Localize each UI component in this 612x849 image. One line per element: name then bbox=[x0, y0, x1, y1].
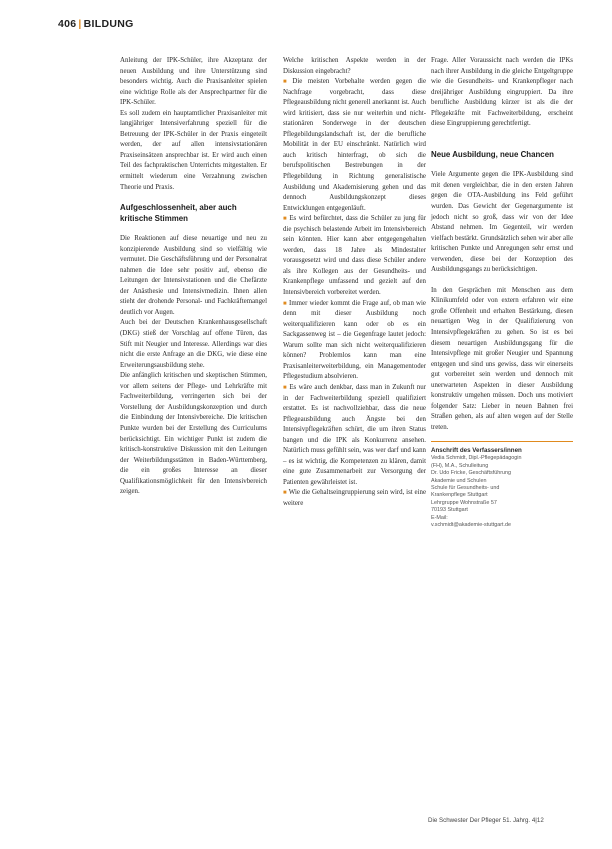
paragraph: Welche kritischen Aspekte werden in der Diskussion eingebracht? bbox=[283, 57, 426, 75]
section-heading: Neue Ausbildung, neue Chancen bbox=[431, 149, 554, 159]
bullet-paragraph: ■ Es wäre auch denkbar, dass man in Zukunft nur in der Fachweiterbildung speziell qualifiziert erstattet. Es ist nachvollziehbar, dass die neue Pflegeausbildung auch Ängste bei den Intensivpflegekräften schürt, die um ihren Status bangen und die IPK als Konkurrenz ansehen. Natürlich muss gefühlt sein, was wer darf und kann – es ist wichtig, die Kompetenzen zu klären, damit eine gute Zusammenarbeit zur Versorgung der Patienten gewährleistet ist. bbox=[283, 383, 426, 486]
bullet-icon: ■ bbox=[283, 300, 288, 307]
column-2 bbox=[283, 56, 426, 510]
paragraph: Anleitung der IPK-Schüler, ihre Akzeptanz der neuen Ausbildung und ihre Unterstützung sind besonders wichtig. Auch die Praxisanleiter spielen eine wichtige Rolle als der Ansprechpartner für die IPK-Schüler. bbox=[120, 57, 267, 107]
bullet-paragraph: ■ Immer wieder kommt die Frage auf, ob man wie denn mit dieser Ausbildung noch weiterqualifizieren kann oder ob es ein Sackgassenweg ist – die Gegenfrage lautet jedoch: Warum sollte man sich nicht weiterqualifizieren können? Problemlos kann man eine Praxisanleiterweiterbildung, ein Managementoder Pflegestudium absolvieren. bbox=[283, 299, 426, 381]
paragraph: Frage. Aller Voraussicht nach werden die IPKs nach ihrer Ausbildung in die gleiche Entgeltgruppe wie die Gesundheits- und Krankenpfleger nach dreijähriger Ausbildung eingruppiert. Da ihre berufliche Ausbildung kürzer ist als die der Pflegekräfte mit Fachweiterbildung, erscheint diese Eingruppierung gerechtfertigt. bbox=[431, 57, 573, 128]
page-header bbox=[58, 18, 134, 30]
bullet-paragraph: ■ Es wird befürchtet, dass die Schüler zu jung für die psychisch belastende Arbeit im Intensivbereich sein könnten. Hier kann aber entgegengehalten werden, dass 18 Jahre als Mindestalter vorausgesetzt wird und dass diese Schüler andere als ihre Kollegen aus der Gesundheits- und Krankenpflege umfassend und gezielt auf den Intensivbereich vorbereitet werden. bbox=[283, 215, 427, 297]
paragraph: In den Gesprächen mit Menschen aus dem Klinikumfeld oder von extern erfahren wir eine große Offenheit und erhalten Bestärkung, diesen neuartigen Weg in der Qualifizierung von Intensivpflegekräften zu gehen. So ist es bei diesem neuartigen Ausbildungsgang für die Intensivpflege mit großer Neugier und Spannung entgegen und sind uns gewiss, dass wir einerseits gut vorbereitet sein werden und dennoch mit unerwarteten Aspekten in dieser Ausbildung konstruktiv umgehen müssen. Doch uns motiviert folgender Satz: Lieber in neuen Bahnen frei Straßen gehen, als auf alten wegen auf der Stelle treten. bbox=[431, 286, 573, 431]
header-separator: | bbox=[78, 18, 82, 30]
bullet-paragraph: ■ Die meisten Vorbehalte werden gegen die Nachfrage vorgebracht, dass diese Pflegeausbildung nicht generell anerkannt ist. Auch wird kritisiert, dass sie nur weiterhin und nicht-stationären Sonderwege in der deutschen Pflegebildungslandschaft ist, der die berufliche Mobilität in der EU einschränkt. Natürlich wird auch kritisch hinterfragt, ob sich die berufspolitischen Bestrebungen in der Pflegebildung in Richtung generalistische Ausbildung und Akademisierung gehen und das dennoch Ausbildungskonzept dieses Entwicklungen entgegenläuft. bbox=[283, 78, 427, 212]
bullet-icon: ■ bbox=[283, 79, 291, 86]
author-address-box bbox=[431, 441, 573, 529]
email-link[interactable]: v.schmidt@akademie-stuttgart.de bbox=[431, 522, 511, 529]
paragraph: Die Reaktionen auf diese neuartige und neu zu konzipierende Ausbildung sind so vielfältig wie vermutet. Die Geschäftsführung und der Personalrat nahmen die Idee sehr positiv auf, ebenso die Leitungen der Intensivstationen und die Chefärzte der Anästhesie und Intensivmedizin. Ihnen allen stieht der drohende Personal- und Fachkräftemangel deutlich vor Augen. bbox=[120, 235, 267, 316]
address-line: Lehrgruppe Wohnstraße 57 bbox=[431, 499, 497, 506]
paragraph: Auch bei der Deutschen Krankenhausgesellschaft (DKG) stieß der Vorschlag auf offene Türen, das Stift mit Neugier und Interesse. Allerdings war dies nicht die erste Anfrage an die DKG, wie diese eine Erweiterungsausbildung stehe. bbox=[120, 319, 267, 369]
paragraph: Es soll zudem ein hauptamtlicher Praxisanleiter mit langjähriger Intensiverfahrung speziell für die Betreuung der IPK-Schüler in der Praxis eingeteilt werden, der auf allen intensivstationären Praxiseinsätzen ansprechbar ist. Er wird auch einen Teil des fachpraktischen Unterrichts mitgestalten. Er ermittelt wiederum eine Verzahnung zwischen Theorie und Praxis. bbox=[120, 109, 267, 191]
address-line: Vedia Schmidt, Dipl.-Pflegepädagogin bbox=[431, 455, 522, 462]
address-line: Dr. Udo Fricke, Geschäftsführung bbox=[431, 470, 511, 477]
address-line: Krankenpflege Stuttgart bbox=[431, 492, 488, 499]
section-title: BILDUNG bbox=[83, 18, 134, 30]
paragraph: Viele Argumente gegen die IPK-Ausbildung sind mit denen vergleichbar, die in den ersten Jahren gegen die OTA-Ausbildung ins Feld geführt wurden. Das Gewicht der Gegenargumente ist jedoch nicht so groß, dass wir von der Idee Abstand nehmen. Im Gegenteil, wir werden vielfach bestärkt. Grundsätzlich sehen wir aber alle kritischen Punkte und Anregungen sehr ernst und verwenden, diese bei der Konzeption des Ausbildungsgangs zu berücksichtigen. bbox=[431, 171, 573, 274]
section-heading: Aufgeschlossenheit, aber auch kritische Stimmen bbox=[120, 203, 237, 223]
bullet-icon: ■ bbox=[283, 384, 288, 391]
address-line: E-Mail: bbox=[431, 514, 448, 521]
column-3 bbox=[431, 56, 573, 530]
column-1 bbox=[120, 56, 267, 498]
address-line: 70193 Stuttgart bbox=[431, 507, 468, 514]
page-number: 406 bbox=[58, 18, 77, 30]
bullet-paragraph: ■ Wie die Gehaltseingruppierung sein wird, ist eine weitere bbox=[283, 489, 427, 507]
bullet-icon: ■ bbox=[283, 216, 288, 223]
bullet-icon: ■ bbox=[283, 490, 287, 497]
address-line: Schule für Gesundheits- und bbox=[431, 485, 500, 492]
page-footer: Die Schwester Der Pfleger 51. Jahrg. 4|12 bbox=[428, 817, 544, 824]
address-title: Anschrift des Verfassers/innen bbox=[431, 447, 522, 455]
address-line: Akademie und Schulen bbox=[431, 477, 487, 484]
paragraph: Die anfänglich kritischen und skeptischen Stimmen, vor allem seitens der Pflege- und Lehrkräfte mit Fachweiterbildung, verringerten sich bei der Vorstellung der Ausbildungskonzeption und durch die Einbindung der Intensivbereiche. Die kritischen Punkte wurden bei der Erstellung des Curriculums berücksichtigt. Ein wichtiger Punkt ist zudem die kritisch-konstruktive Diskussion mit den Leitungen der Weiterbildungsstätten in Baden-Württemberg, die ein großes Interesse an dieser Qualifikationsmöglichkeit für den Intensivbereich zeigen. bbox=[120, 372, 267, 496]
address-line: (FH), M.A., Schulleitung bbox=[431, 462, 489, 469]
